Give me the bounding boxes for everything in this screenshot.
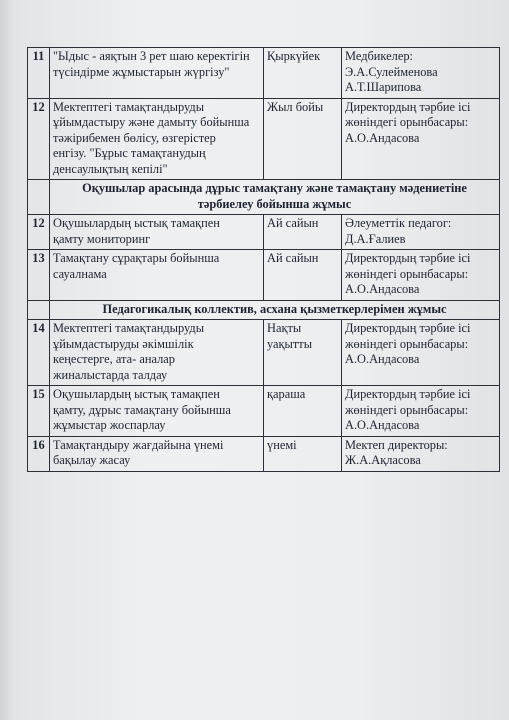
section-heading-students: Оқушылар арасында дұрыс тамақтану және тамақтану мәдениетіне тәрбиелеу бойынша жұмыс xyxy=(50,180,500,215)
activity-cell: Оқушылардың ыстық тамақпен қамту, дұрыс тамақтану бойынша жұмыстар жоспарлау xyxy=(50,386,264,437)
responsible-cell: Директордың тәрбие ісі жөніндегі орынбасары: А.О.Андасова xyxy=(342,98,500,180)
responsible-cell: Мектеп директоры: Ж.А.Ақласова xyxy=(342,436,500,471)
period-cell: Жыл бойы xyxy=(264,98,342,180)
page-edge-shadow xyxy=(0,0,14,720)
activity-cell: Мектептегі тамақтандыруды ұйымдастыру және дамыту бойынша тәжірибемен бөлісу, өзгерістер енгізу. "Бұрыс тамақтанудың денсаулықтың кепілі" xyxy=(50,98,264,180)
row-number: 14 xyxy=(28,320,50,386)
responsible-cell: Директордың тәрбие ісі жөніндегі орынбасары: А.О.Андасова xyxy=(342,386,500,437)
table-row xyxy=(28,436,500,471)
table-row xyxy=(28,48,500,99)
section-row xyxy=(28,300,500,320)
row-number: 15 xyxy=(28,386,50,437)
table-row xyxy=(28,386,500,437)
responsible-cell: Әлеуметтік педагог: Д.А.Ғалиев xyxy=(342,215,500,250)
table-row xyxy=(28,320,500,386)
activity-cell: Оқушылардың ыстық тамақпен қамту мониторинг xyxy=(50,215,264,250)
period-cell: Нақты уақытты xyxy=(264,320,342,386)
row-number: 11 xyxy=(28,48,50,99)
nutrition-plan-table xyxy=(27,47,500,472)
table-row xyxy=(28,250,500,301)
period-cell: Ай сайын xyxy=(264,215,342,250)
section-number-cell xyxy=(28,180,50,215)
responsible-cell: Директордың тәрбие ісі жөніндегі орынбасары: А.О.Андасова xyxy=(342,250,500,301)
activity-cell: Мектептегі тамақтандыруды ұйымдастыруды әкімшілік кеңестерге, ата- аналар жиналыстарда талдау xyxy=(50,320,264,386)
table-row xyxy=(28,98,500,180)
row-number: 12 xyxy=(28,215,50,250)
row-number: 12 xyxy=(28,98,50,180)
period-cell: үнемі xyxy=(264,436,342,471)
activity-cell: "Ыдыс - аяқтын 3 рет шаю керектігін түсіндірме жұмыстарын жүргізу" xyxy=(50,48,264,99)
period-cell: Қыркүйек xyxy=(264,48,342,99)
table-row xyxy=(28,215,500,250)
activity-cell: Тамақтану сұрақтары бойынша сауалнама xyxy=(50,250,264,301)
responsible-cell: Директордың тәрбие ісі жөніндегі орынбасары: А.О.Андасова xyxy=(342,320,500,386)
responsible-cell: Медбикелер: Э.А.Сулейменова А.Т.Шарипова xyxy=(342,48,500,99)
section-heading-staff: Педагогикалық коллектив, асхана қызметкерлерімен жұмыс xyxy=(50,300,500,320)
section-row xyxy=(28,180,500,215)
row-number: 16 xyxy=(28,436,50,471)
section-number-cell xyxy=(28,300,50,320)
period-cell: Ай сайын xyxy=(264,250,342,301)
row-number: 13 xyxy=(28,250,50,301)
activity-cell: Тамақтандыру жағдайына үнемі бақылау жасау xyxy=(50,436,264,471)
period-cell: қараша xyxy=(264,386,342,437)
